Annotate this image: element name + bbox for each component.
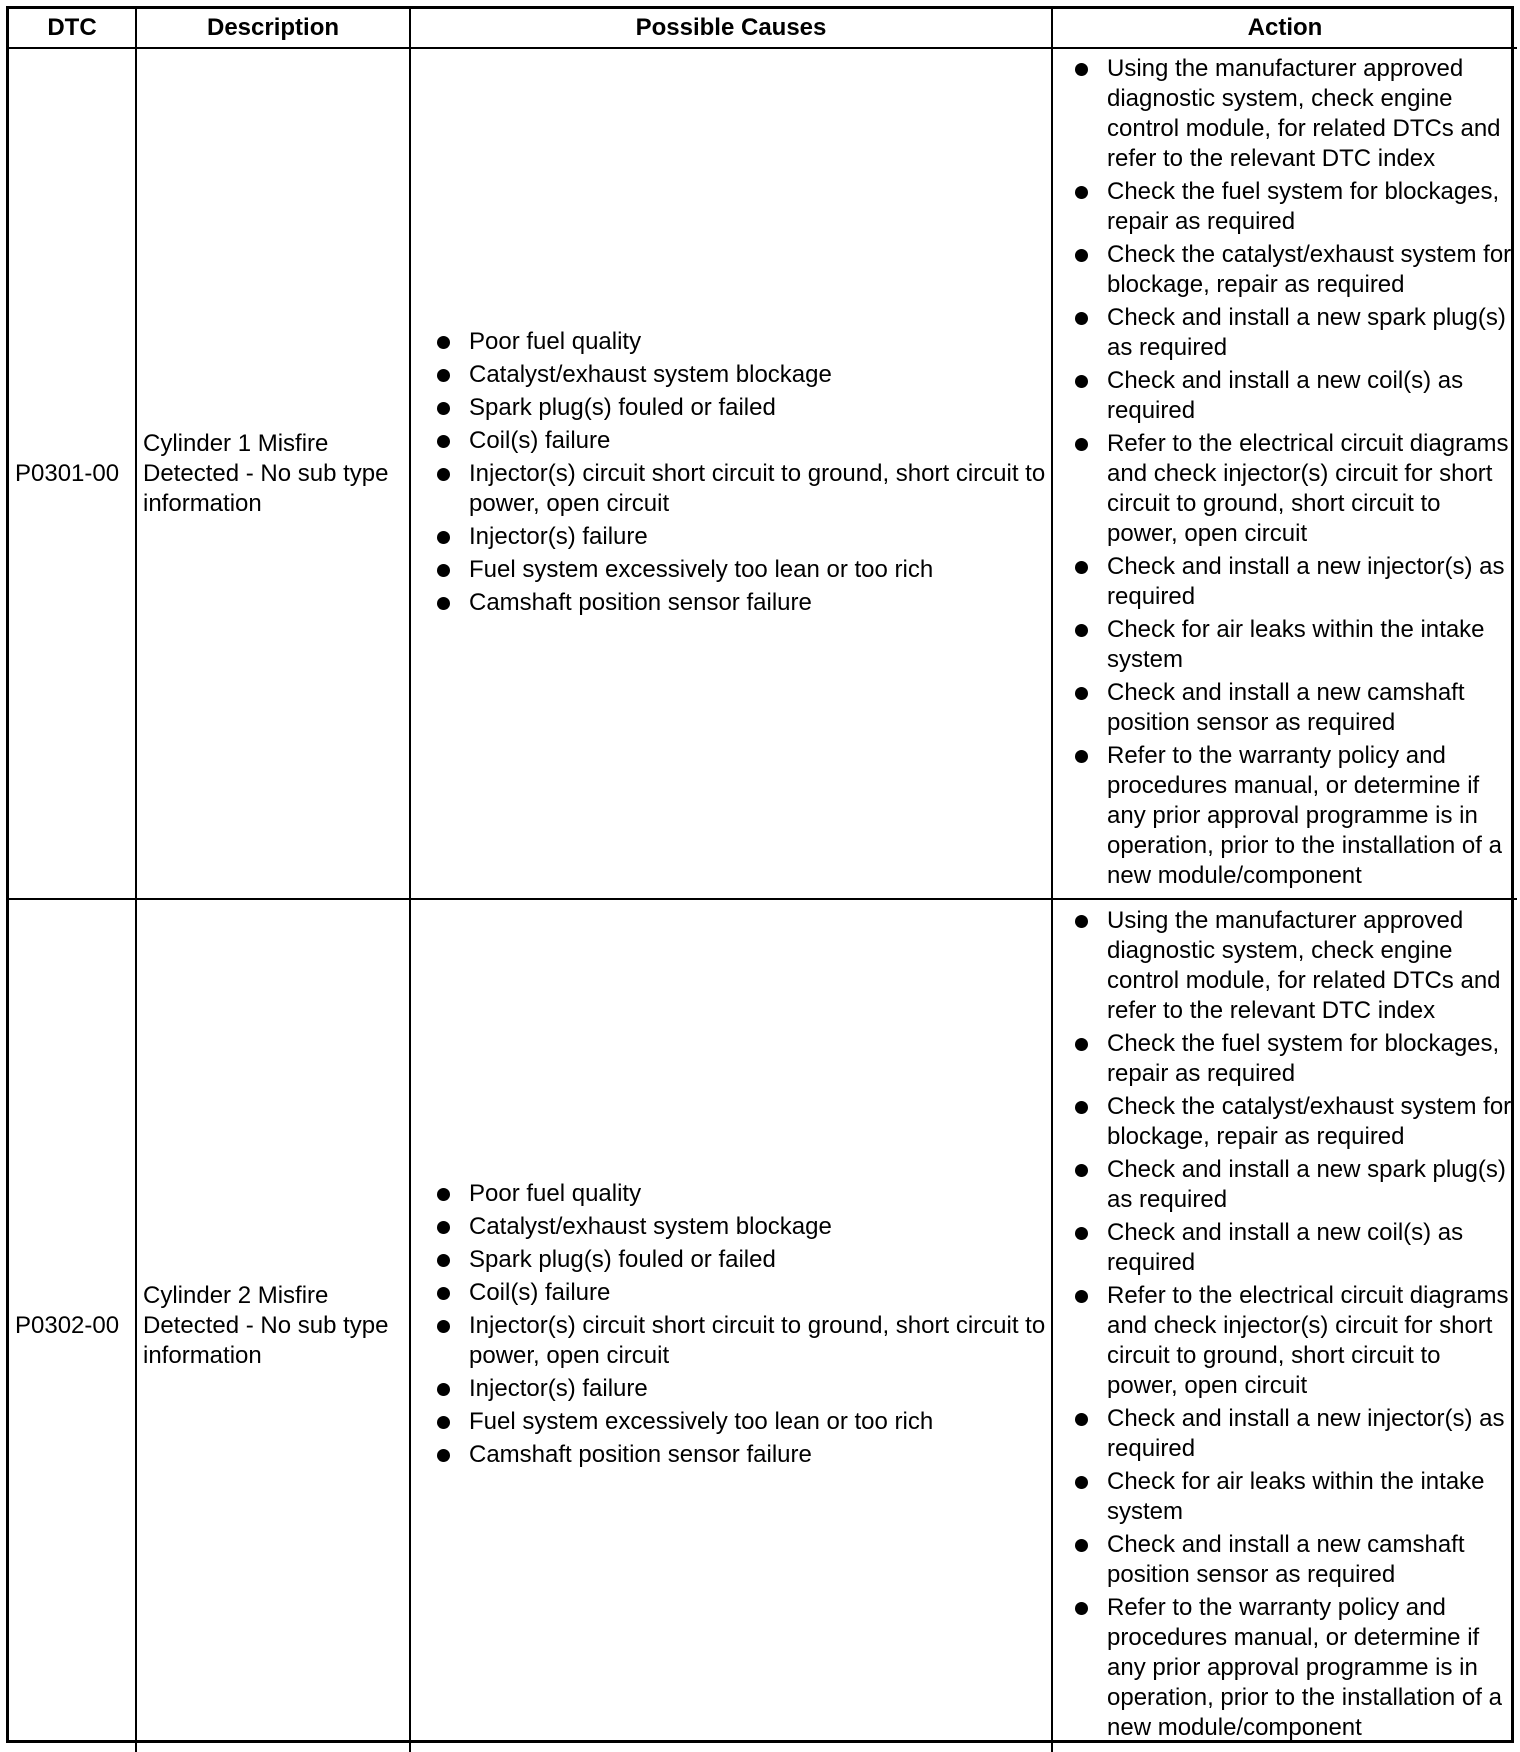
header-possible-causes: Possible Causes bbox=[411, 9, 1053, 49]
dtc-code: P0302-00 bbox=[15, 1312, 120, 1339]
bullet-icon bbox=[1075, 1539, 1088, 1552]
bullet-icon bbox=[437, 564, 450, 577]
action-text: Check the catalyst/exhaust system for blockage, repair as required bbox=[1107, 1093, 1512, 1150]
cause-item bbox=[437, 1212, 1047, 1242]
bullet-icon bbox=[1075, 687, 1088, 700]
action-item bbox=[1075, 54, 1513, 174]
cause-text: Injector(s) circuit short circuit to ground, short circuit to power, open circuit bbox=[469, 459, 1046, 517]
description-cell bbox=[137, 49, 411, 900]
bullet-icon bbox=[1075, 1101, 1088, 1114]
dtc-description: Cylinder 1 Misfire Detected - No sub type information bbox=[143, 429, 389, 517]
bullet-icon bbox=[1075, 750, 1088, 763]
action-text: Check and install a new coil(s) as required bbox=[1107, 1219, 1464, 1276]
cause-text: Poor fuel quality bbox=[469, 327, 642, 355]
dtc-code-cell bbox=[9, 49, 137, 900]
cause-item bbox=[437, 1407, 1047, 1437]
action-list bbox=[1075, 54, 1513, 894]
header-dtc: DTC bbox=[9, 9, 137, 49]
action-item bbox=[1075, 366, 1513, 426]
action-text: Check the fuel system for blockages, repair as required bbox=[1107, 1030, 1500, 1087]
action-text: Check for air leaks within the intake system bbox=[1107, 1468, 1485, 1525]
bullet-icon bbox=[437, 1221, 450, 1234]
cause-text: Fuel system excessively too lean or too rich bbox=[469, 1408, 934, 1435]
bullet-icon bbox=[1075, 915, 1088, 928]
action-text: Refer to the electrical circuit diagrams and check injector(s) circuit for short circuit to ground, short circuit to power, open circuit bbox=[1107, 429, 1509, 547]
action-item bbox=[1075, 1029, 1513, 1089]
bullet-icon bbox=[1075, 561, 1088, 574]
cause-text: Injector(s) failure bbox=[469, 522, 648, 550]
action-item bbox=[1075, 1530, 1513, 1590]
action-item bbox=[1075, 552, 1513, 612]
action-item bbox=[1075, 240, 1513, 300]
cause-text: Camshaft position sensor failure bbox=[469, 588, 812, 616]
action-item bbox=[1075, 1593, 1513, 1743]
bullet-icon bbox=[437, 1320, 450, 1333]
cause-item bbox=[437, 588, 1047, 618]
action-text: Refer to the warranty policy and procedures manual, or determine if any prior approval programme is in operation, prior to the installation of a new module/component bbox=[1107, 741, 1502, 889]
action-item bbox=[1075, 429, 1513, 549]
action-text: Check and install a new spark plug(s) as required bbox=[1107, 303, 1506, 361]
action-item bbox=[1075, 303, 1513, 363]
bullet-icon bbox=[437, 1287, 450, 1300]
bullet-icon bbox=[1075, 624, 1088, 637]
action-text: Check the catalyst/exhaust system for blockage, repair as required bbox=[1107, 240, 1512, 298]
bullet-icon bbox=[1075, 1038, 1088, 1051]
action-text: Check for air leaks within the intake system bbox=[1107, 615, 1485, 673]
cause-item bbox=[437, 327, 1047, 357]
bullet-icon bbox=[1075, 1476, 1088, 1489]
possible-causes-list bbox=[437, 327, 1047, 621]
cause-text: Coil(s) failure bbox=[469, 1279, 611, 1306]
action-cell bbox=[1053, 900, 1517, 1752]
action-text: Check and install a new coil(s) as required bbox=[1107, 366, 1464, 424]
cause-item bbox=[437, 522, 1047, 552]
bullet-icon bbox=[1075, 186, 1088, 199]
action-item bbox=[1075, 177, 1513, 237]
bullet-icon bbox=[437, 1449, 450, 1462]
dtc-code: P0301-00 bbox=[15, 459, 120, 487]
bullet-icon bbox=[1075, 312, 1088, 325]
action-item bbox=[1075, 741, 1513, 891]
action-item bbox=[1075, 1155, 1513, 1215]
possible-causes-cell bbox=[411, 900, 1053, 1752]
bullet-icon bbox=[437, 468, 450, 481]
bullet-icon bbox=[1075, 1290, 1088, 1303]
action-item bbox=[1075, 906, 1513, 1026]
bullet-icon bbox=[437, 531, 450, 544]
cause-item bbox=[437, 1179, 1047, 1209]
dtc-code-cell bbox=[9, 900, 137, 1752]
bullet-icon bbox=[437, 1383, 450, 1396]
cause-item bbox=[437, 1440, 1047, 1470]
bullet-icon bbox=[1075, 63, 1088, 76]
description-cell bbox=[137, 900, 411, 1752]
action-item bbox=[1075, 615, 1513, 675]
cause-item bbox=[437, 459, 1047, 519]
bullet-icon bbox=[1075, 249, 1088, 262]
cause-text: Injector(s) circuit short circuit to ground, short circuit to power, open circuit bbox=[469, 1312, 1046, 1369]
cause-item bbox=[437, 426, 1047, 456]
cause-item bbox=[437, 393, 1047, 423]
bullet-icon bbox=[437, 402, 450, 415]
action-item bbox=[1075, 1404, 1513, 1464]
cause-item bbox=[437, 1278, 1047, 1308]
action-text: Using the manufacturer approved diagnostic system, check engine control module, for related DTCs and refer to the relevant DTC index bbox=[1107, 54, 1501, 172]
bullet-icon bbox=[1075, 375, 1088, 388]
bullet-icon bbox=[1075, 438, 1088, 451]
cause-text: Coil(s) failure bbox=[469, 426, 611, 454]
header-description: Description bbox=[137, 9, 411, 49]
action-item bbox=[1075, 1218, 1513, 1278]
dtc-table bbox=[6, 6, 1514, 1743]
bullet-icon bbox=[1075, 1164, 1088, 1177]
bullet-icon bbox=[1075, 1413, 1088, 1426]
action-text: Check and install a new camshaft position sensor as required bbox=[1107, 1531, 1465, 1588]
cause-text: Spark plug(s) fouled or failed bbox=[469, 1246, 776, 1273]
cause-text: Catalyst/exhaust system blockage bbox=[469, 360, 832, 388]
action-item bbox=[1075, 1092, 1513, 1152]
cause-text: Spark plug(s) fouled or failed bbox=[469, 393, 776, 421]
action-text: Check the fuel system for blockages, repair as required bbox=[1107, 177, 1500, 235]
bullet-icon bbox=[437, 597, 450, 610]
action-text: Check and install a new injector(s) as required bbox=[1107, 552, 1505, 610]
bullet-icon bbox=[1075, 1227, 1088, 1240]
header-action: Action bbox=[1053, 9, 1517, 49]
action-item bbox=[1075, 1467, 1513, 1527]
bullet-icon bbox=[437, 1254, 450, 1267]
action-item bbox=[1075, 678, 1513, 738]
bullet-icon bbox=[437, 435, 450, 448]
bullet-icon bbox=[437, 1188, 450, 1201]
cause-item bbox=[437, 1311, 1047, 1371]
cause-text: Camshaft position sensor failure bbox=[469, 1441, 812, 1468]
cause-item bbox=[437, 555, 1047, 585]
action-text: Using the manufacturer approved diagnostic system, check engine control module, for related DTCs and refer to the relevant DTC index bbox=[1107, 907, 1501, 1024]
cause-text: Catalyst/exhaust system blockage bbox=[469, 1213, 832, 1240]
cause-item bbox=[437, 1374, 1047, 1404]
action-text: Check and install a new camshaft position sensor as required bbox=[1107, 678, 1465, 736]
bullet-icon bbox=[437, 369, 450, 382]
cause-text: Injector(s) failure bbox=[469, 1375, 648, 1402]
possible-causes-list bbox=[437, 1179, 1047, 1473]
bullet-icon bbox=[437, 1416, 450, 1429]
action-text: Refer to the electrical circuit diagrams and check injector(s) circuit for short circuit to ground, short circuit to power, open circuit bbox=[1107, 1282, 1509, 1399]
bullet-icon bbox=[437, 336, 450, 349]
cause-item bbox=[437, 360, 1047, 390]
possible-causes-cell bbox=[411, 49, 1053, 900]
action-text: Check and install a new injector(s) as required bbox=[1107, 1405, 1505, 1462]
action-text: Refer to the warranty policy and procedures manual, or determine if any prior approval programme is in operation, prior to the installation of a new module/component bbox=[1107, 1594, 1502, 1741]
action-item bbox=[1075, 1281, 1513, 1401]
dtc-description: Cylinder 2 Misfire Detected - No sub type information bbox=[143, 1282, 389, 1369]
cause-text: Fuel system excessively too lean or too rich bbox=[469, 555, 934, 583]
bullet-icon bbox=[1075, 1602, 1088, 1615]
action-text: Check and install a new spark plug(s) as required bbox=[1107, 1156, 1506, 1213]
cause-item bbox=[437, 1245, 1047, 1275]
cause-text: Poor fuel quality bbox=[469, 1180, 642, 1207]
action-list bbox=[1075, 906, 1513, 1746]
action-cell bbox=[1053, 49, 1517, 900]
